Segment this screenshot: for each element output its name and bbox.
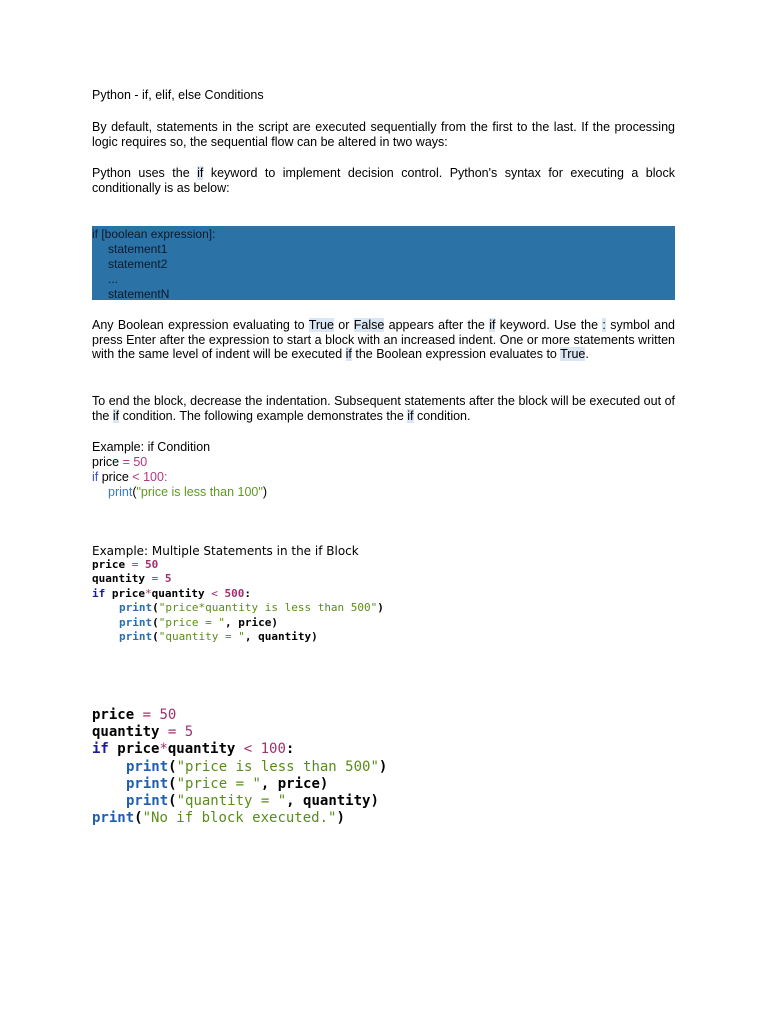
highlighted-if: if <box>345 347 352 362</box>
code-line <box>92 630 384 644</box>
code-token: 50 <box>145 558 159 571</box>
code-token: , quantity) <box>286 792 379 809</box>
text-run: or <box>333 318 354 332</box>
code-token: print <box>92 810 135 827</box>
highlighted-if: if <box>197 166 204 180</box>
example-title: Example: Multiple Statements in the if Block <box>92 544 359 558</box>
paragraph-boolean-expression <box>92 318 675 362</box>
code-line <box>92 759 387 776</box>
code-line <box>92 587 384 601</box>
code-token: = <box>167 724 185 741</box>
code-token: * <box>159 741 168 758</box>
text-run: keyword. Use the <box>495 318 603 332</box>
page-title: Python - if, elif, else Conditions <box>92 88 264 102</box>
code-token: 100 <box>260 741 286 758</box>
code-token: , quantity) <box>244 629 318 643</box>
code-line <box>92 810 387 827</box>
code-token: 100 <box>143 470 164 484</box>
code-token: "price is less than 100" <box>136 485 263 499</box>
code-token: print <box>119 629 153 643</box>
code-token: "price = " <box>158 615 225 629</box>
code-token: ) <box>336 810 345 827</box>
paragraph-intro: By default, statements in the script are executed sequentially from the first to the last. If the processing logic requires so, the sequential flow can be altered in two ways: <box>92 120 675 149</box>
code-token: price <box>92 558 132 571</box>
code-token: ( <box>152 629 159 643</box>
code-token: if <box>92 470 99 484</box>
code-line <box>92 455 267 470</box>
example-no-if-block <box>92 707 387 827</box>
code-token: ) <box>377 601 384 615</box>
code-token: quantity <box>167 741 244 758</box>
text-run: Python uses the <box>92 166 198 180</box>
text-run: . <box>585 347 589 362</box>
code-token: if <box>92 586 106 600</box>
code-token: "price is less than 500" <box>176 758 379 775</box>
code-token: = <box>151 572 165 586</box>
code-token: ) <box>262 485 267 499</box>
code-token: : <box>163 470 168 484</box>
code-token: ( <box>152 601 159 615</box>
code-token: "quantity = " <box>158 629 245 643</box>
code-token: 5 <box>184 724 194 741</box>
code-token: : <box>244 586 251 600</box>
code-token: print <box>126 758 169 775</box>
code-token: ( <box>132 485 137 499</box>
code-token: 50 <box>159 707 177 723</box>
highlighted-false: False <box>353 318 385 332</box>
code-token: if <box>92 741 109 758</box>
code-token: price <box>92 455 123 469</box>
code-token: price <box>98 470 133 484</box>
code-token: price <box>105 586 145 600</box>
code-token: ( <box>134 810 143 827</box>
code-token: 50 <box>133 455 148 469</box>
code-line <box>92 616 384 630</box>
syntax-line: statementN <box>108 287 170 301</box>
text-run: the Boolean expression evaluates to <box>351 347 561 362</box>
code-token: ( <box>168 758 177 775</box>
paragraph-end-block <box>92 394 675 423</box>
paragraph-if-keyword <box>92 166 675 195</box>
text-run: condition. The following example demonstrates the <box>119 408 408 423</box>
code-token: print <box>126 775 169 792</box>
code-token: ) <box>378 758 388 775</box>
code-token: = <box>142 707 160 723</box>
syntax-line: statement2 <box>108 257 168 271</box>
code-line <box>92 572 384 586</box>
code-token: "No if block executed." <box>142 810 337 827</box>
code-line <box>92 724 387 741</box>
code-token: < <box>211 586 225 600</box>
code-line <box>92 776 387 793</box>
code-line <box>92 793 387 810</box>
code-token: quantity <box>151 586 212 600</box>
code-line <box>92 485 267 500</box>
text-run: keyword to implement decision control. Python's syntax for executing a block conditionally is as below: <box>92 166 675 195</box>
code-line <box>92 558 384 572</box>
code-token: , price) <box>224 615 278 629</box>
code-token: "quantity = " <box>176 792 287 809</box>
code-token: < <box>243 741 261 758</box>
code-line <box>92 601 384 615</box>
code-line <box>92 741 387 758</box>
code-token: < <box>132 470 144 484</box>
code-token: = <box>122 455 134 469</box>
highlighted-true: True <box>308 318 334 332</box>
highlighted-colon: : <box>602 318 606 332</box>
example-multiple-statements <box>92 558 384 644</box>
syntax-line: ... <box>108 272 119 286</box>
text-run: appears after the <box>384 318 490 332</box>
code-token: * <box>145 586 152 600</box>
text-run: Any Boolean expression evaluating to <box>92 318 309 332</box>
code-token: quantity <box>92 724 168 741</box>
code-token: : <box>285 741 295 758</box>
highlighted-true: True <box>560 347 586 362</box>
highlighted-if: if <box>489 318 496 332</box>
code-line <box>92 470 267 485</box>
code-token: 5 <box>164 572 172 586</box>
text-run: condition. <box>413 408 471 423</box>
example-title: Example: if Condition <box>92 440 211 454</box>
syntax-code-block <box>92 226 675 300</box>
code-token: 500 <box>224 586 245 600</box>
highlighted-if: if <box>112 408 120 423</box>
code-token: print <box>119 615 153 629</box>
syntax-line: if [boolean expression]: <box>92 227 216 241</box>
syntax-line: statement1 <box>108 242 168 256</box>
highlighted-if: if <box>407 408 414 423</box>
code-token: print <box>126 792 169 809</box>
code-token: ( <box>152 615 159 629</box>
code-token: quantity <box>92 572 152 586</box>
code-line <box>92 707 387 724</box>
code-token: = <box>131 558 145 571</box>
code-token: price <box>108 741 160 758</box>
code-token: "price = " <box>176 775 261 792</box>
code-token: print <box>108 485 133 499</box>
code-token: ( <box>168 792 177 809</box>
code-token: , price) <box>260 775 329 792</box>
code-token: "price*quantity is less than 500" <box>158 601 378 615</box>
example-if-condition <box>92 440 267 500</box>
code-token: print <box>119 601 153 615</box>
text-run: To end the block, decrease the indentation. Subsequent statements after the block will be executed out of the <box>92 394 675 423</box>
text-run: symbol and press Enter after the expression to start a block with an increased indent. One or more statements written with the same level of indent will be executed <box>92 318 676 362</box>
code-token: ( <box>168 775 177 792</box>
code-token: price <box>92 707 143 723</box>
